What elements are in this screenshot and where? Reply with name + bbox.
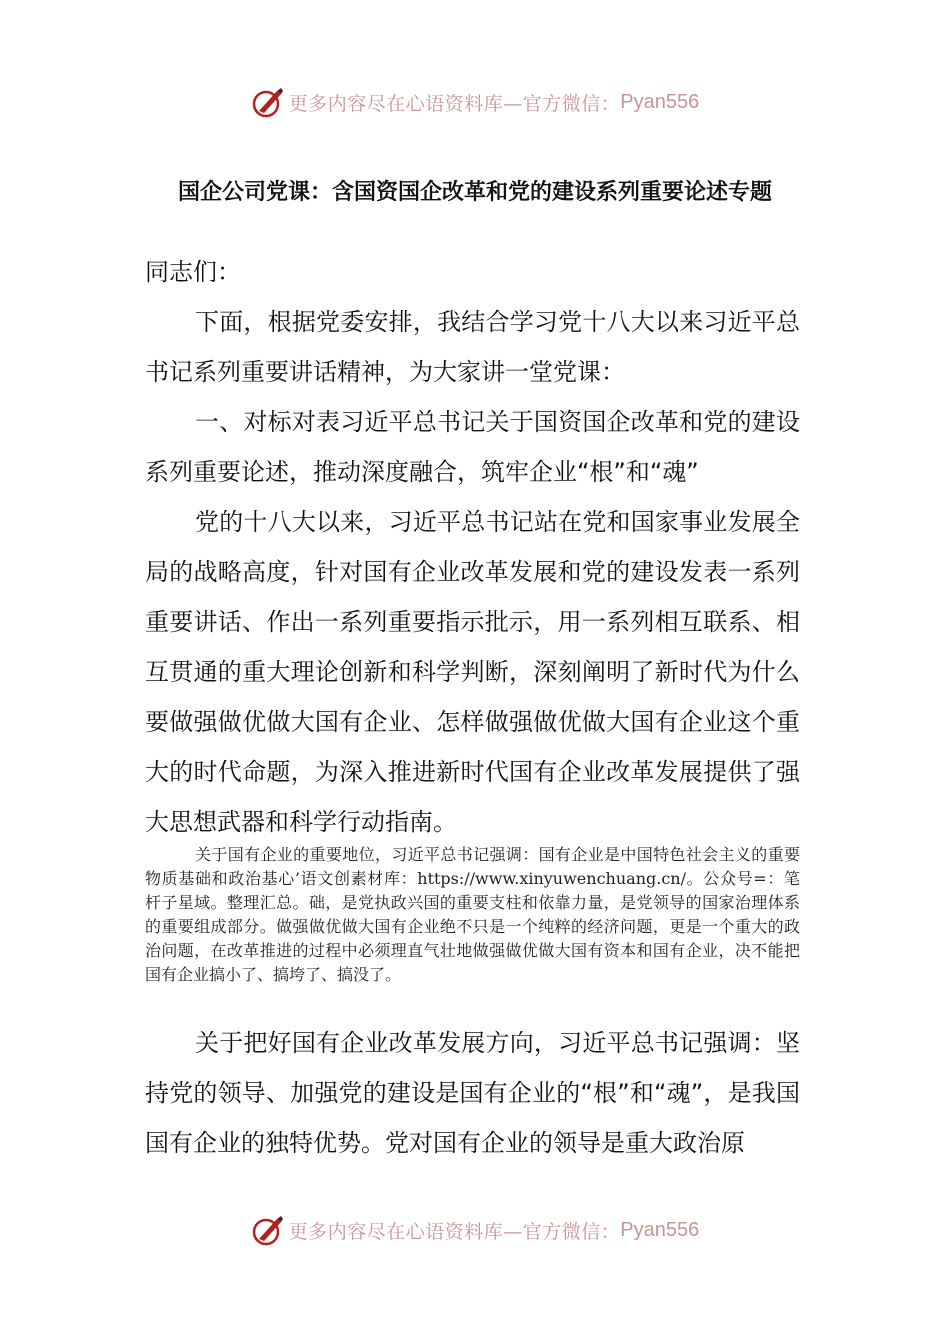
section-heading-1: 一、对标对表习近平总书记关于国资国企改革和党的建设系列重要论述，推动深度融合，筑牢企业“根”和“魂” <box>145 408 800 486</box>
watermark-text: 更多内容尽在心语资料库—官方微信： <box>288 92 621 115</box>
watermark-wechat-id: Pyan556 <box>620 90 700 113</box>
footer-watermark <box>0 1210 950 1250</box>
watermark-wechat-id: Pyan556 <box>620 1218 700 1241</box>
paragraph-intro: 下面，根据党委安排，我结合学习党十八大以来习近平总书记系列重要讲话精神，为大家讲一堂党课： <box>145 308 800 386</box>
greeting: 同志们： <box>145 258 241 286</box>
paragraph-body: 党的十八大以来，习近平总书记站在党和国家事业发展全局的战略高度，针对国有企业改革发展和党的建设发表一系列重要讲话、作出一系列重要指示批示，用一系列相互联系、相互贯通的重大理论创新和科学判断，深刻阐明了新时代为什么要做强做优做大国有企业、怎样做强做优做大国有企业这个重大的时代命题，为深入推进新时代国有企业改革发展提供了强大思想武器和科学行动指南。 <box>145 508 800 836</box>
paragraph-small-print: 关于国有企业的重要地位，习近平总书记强调：国有企业是中国特色社会主义的重要物质基础和政治基心’语文创素材库：https://www.xinyuwenchuang.cn/。公众号=：笔杆子星域。整理汇总。础，是党执政兴国的重要支柱和依靠力量，是党领导的国家治理体系的重要组成部分。做强做优做大国有企业绝不只是一个纯粹的经济问题，更是一个重大的政治问题，在改革推进的过程中必须理直气壮地做强做优做大国有资本和国有企业，决不能把国有企业搞小了、搞垮了、搞没了。 <box>145 845 800 984</box>
document-title: 国企公司党课：含国资国企改革和党的建设系列重要论述专题 <box>177 180 772 205</box>
body-main <box>145 247 800 847</box>
pen-circle-logo-icon <box>251 1213 285 1247</box>
body-continued <box>145 1018 800 1168</box>
pen-circle-logo-icon <box>251 85 285 119</box>
watermark-text: 更多内容尽在心语资料库—官方微信： <box>288 1220 621 1243</box>
header-watermark <box>0 82 950 122</box>
paragraph-direction: 关于把好国有企业改革发展方向，习近平总书记强调：坚持党的领导、加强党的建设是国有企业的“根”和“魂”，是我国国有企业的独特优势。党对国有企业的领导是重大政治原 <box>145 1029 800 1157</box>
